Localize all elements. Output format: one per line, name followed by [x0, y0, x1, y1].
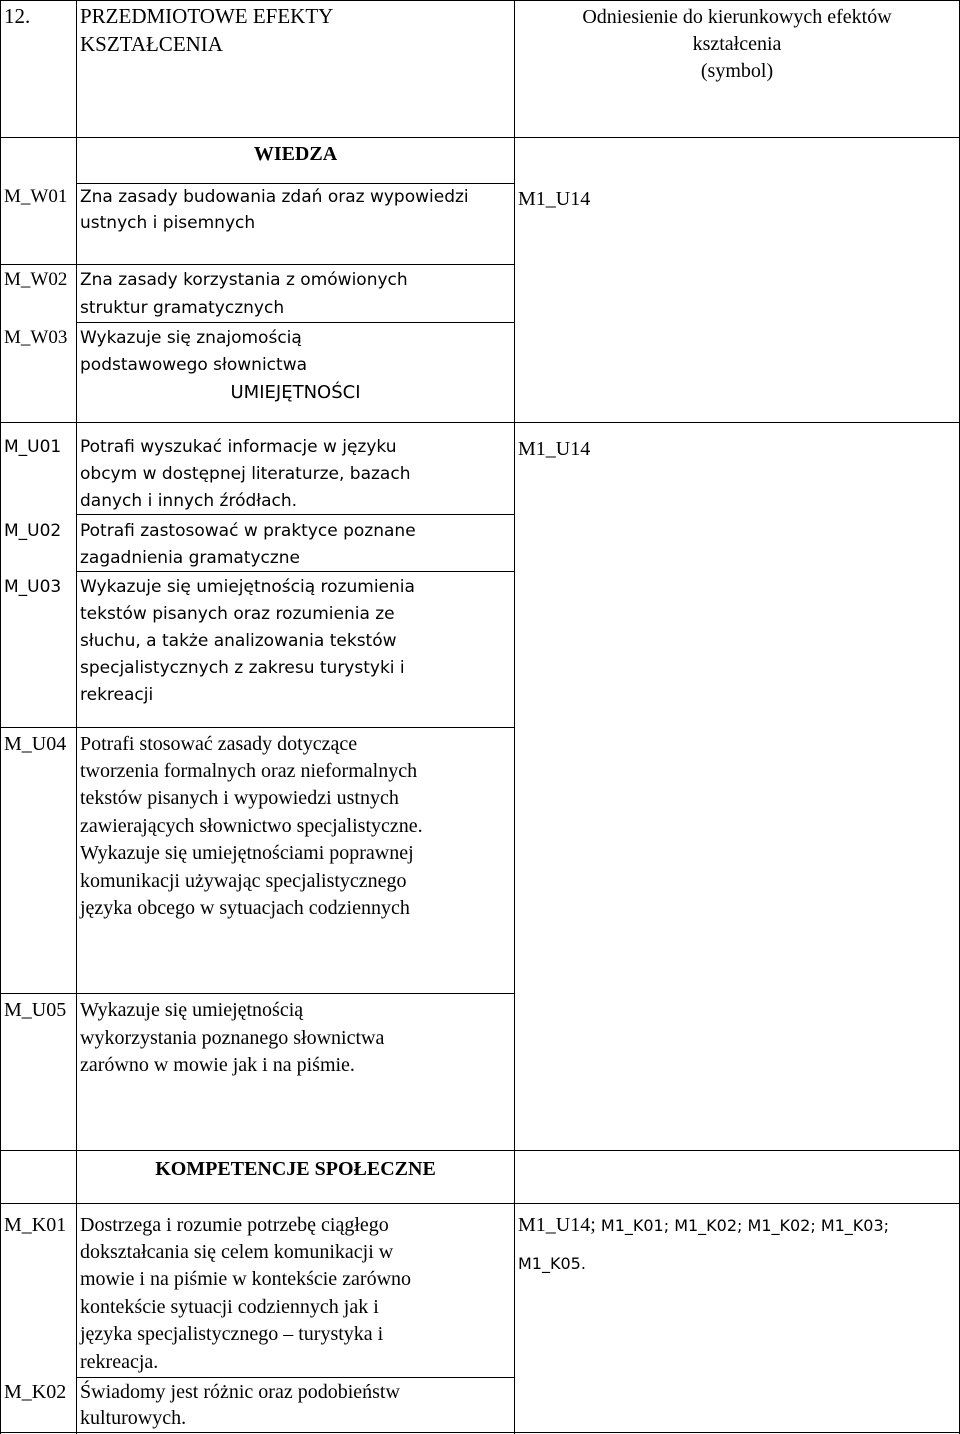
row-divider [76, 322, 515, 323]
row-divider [0, 993, 515, 994]
row-divider [0, 0, 960, 1]
effect-description-line: rekreacja. [80, 1351, 159, 1373]
row-divider [76, 514, 515, 515]
row-divider [0, 264, 515, 265]
row-divider [0, 727, 515, 728]
effect-description-line: Zna zasady budowania zdań oraz wypowiedzi [80, 187, 469, 207]
table-border-code [76, 0, 77, 1434]
effect-description-line: mowie i na piśmie w kontekście zarówno [80, 1268, 412, 1290]
effect-description-line: Świadomy jest różnic oraz podobieństw [80, 1381, 400, 1403]
effect-description-line: komunikacji używając specjalistycznego [80, 870, 407, 892]
effect-code: M_W03 [4, 327, 68, 348]
section-heading-kompetencje: KOMPETENCJE SPOŁECZNE [155, 1158, 436, 1180]
row-divider [0, 1203, 960, 1204]
effect-description-line: Wykazuje się umiejętnością [80, 999, 304, 1021]
effect-description-line: tworzenia formalnych oraz nieformalnych [80, 760, 418, 782]
reference-symbol: M1_U14 [518, 438, 591, 460]
header-reference-title-line3: (symbol) [700, 60, 774, 82]
effect-code: M_U01 [4, 437, 62, 457]
effect-description-line: Dostrzega i rozumie potrzebę ciągłego [80, 1214, 389, 1236]
reference-symbol-main: M1_U14; [518, 1214, 596, 1236]
effect-description-line: zagadnienia gramatyczne [80, 548, 301, 568]
section-number: 12. [4, 4, 31, 28]
effect-description-line: zawierających słownictwo specjalistyczne. [80, 815, 423, 837]
effect-description-line: Potrafi wyszukać informacje w języku [80, 437, 397, 457]
effect-code: M_U05 [4, 999, 67, 1021]
reference-symbol: M1_U14 [518, 188, 591, 210]
header-effects-title-line1: PRZEDMIOTOWE EFEKTY [80, 4, 334, 28]
row-divider [0, 422, 960, 423]
table-border-left [0, 0, 1, 1434]
effect-description-line: Wykazuje się znajomością [80, 328, 302, 348]
effect-description-line: Zna zasady korzystania z omówionych [80, 270, 408, 290]
effect-description-line: tekstów pisanych oraz rozumienia ze [80, 604, 395, 624]
effect-description-line: Potrafi zastosować w praktyce poznane [80, 521, 416, 541]
reference-symbol-list: M1_K01; M1_K02; M1_K02; M1_K03; [595, 1216, 890, 1235]
effect-code: M_K02 [4, 1381, 67, 1403]
effect-code: M_K01 [4, 1214, 67, 1236]
effect-code: M_W02 [4, 269, 68, 290]
row-divider [0, 1150, 960, 1151]
section-heading-umiejetnosci: UMIEJĘTNOŚCI [230, 382, 361, 403]
effect-description-line: ustnych i pisemnych [80, 213, 256, 233]
row-divider [0, 1432, 960, 1433]
effect-code: M_U02 [4, 521, 62, 541]
effect-description-line: obcym w dostępnej literaturze, bazach [80, 464, 411, 484]
row-divider [0, 137, 960, 138]
section-heading-wiedza: WIEDZA [253, 143, 338, 165]
effect-description-line: rekreacji [80, 685, 154, 705]
effect-description-line: słuchu, a także analizowania tekstów [80, 631, 397, 651]
reference-symbol [518, 1211, 889, 1240]
header-reference-title-line2: kształcenia [692, 33, 782, 55]
effect-code: M_U04 [4, 733, 67, 755]
effect-description-line: zarówno w mowie jak i na piśmie. [80, 1054, 355, 1076]
effect-description-line: Wykazuje się umiejętnością rozumienia [80, 577, 415, 597]
effect-description-line: kulturowych. [80, 1407, 187, 1429]
header-reference-title-line1: Odniesienie do kierunkowych efektów [582, 6, 892, 28]
effect-description-line: języka specjalistycznego – turystyka i [80, 1323, 384, 1345]
effect-code: M_U03 [4, 577, 62, 597]
header-effects-title-line2: KSZTAŁCENIA [80, 32, 223, 56]
table-border-middle [514, 0, 515, 1434]
effect-description-line: języka obcego w sytuacjach codziennych [80, 897, 410, 919]
effect-description-line: specjalistycznych z zakresu turystyki i [80, 658, 405, 678]
reference-symbol-list: M1_K05. [518, 1254, 586, 1273]
effect-description-line: danych i innych źródłach. [80, 491, 298, 511]
effect-description-line: Wykazuje się umiejętnościami poprawnej [80, 842, 414, 864]
effect-description-line: tekstów pisanych i wypowiedzi ustnych [80, 787, 399, 809]
effect-description-line: Potrafi stosować zasady dotyczące [80, 733, 358, 755]
effect-code: M_W01 [4, 186, 68, 207]
effect-description-line: wykorzystania poznanego słownictwa [80, 1027, 385, 1049]
effect-description-line: kontekście sytuacji codziennych jak i [80, 1296, 379, 1318]
effect-description-line: dokształcania się celem komunikacji w [80, 1241, 394, 1263]
effect-description-line: podstawowego słownictwa [80, 355, 308, 375]
effect-description-line: struktur gramatycznych [80, 298, 285, 318]
row-divider [76, 571, 515, 572]
